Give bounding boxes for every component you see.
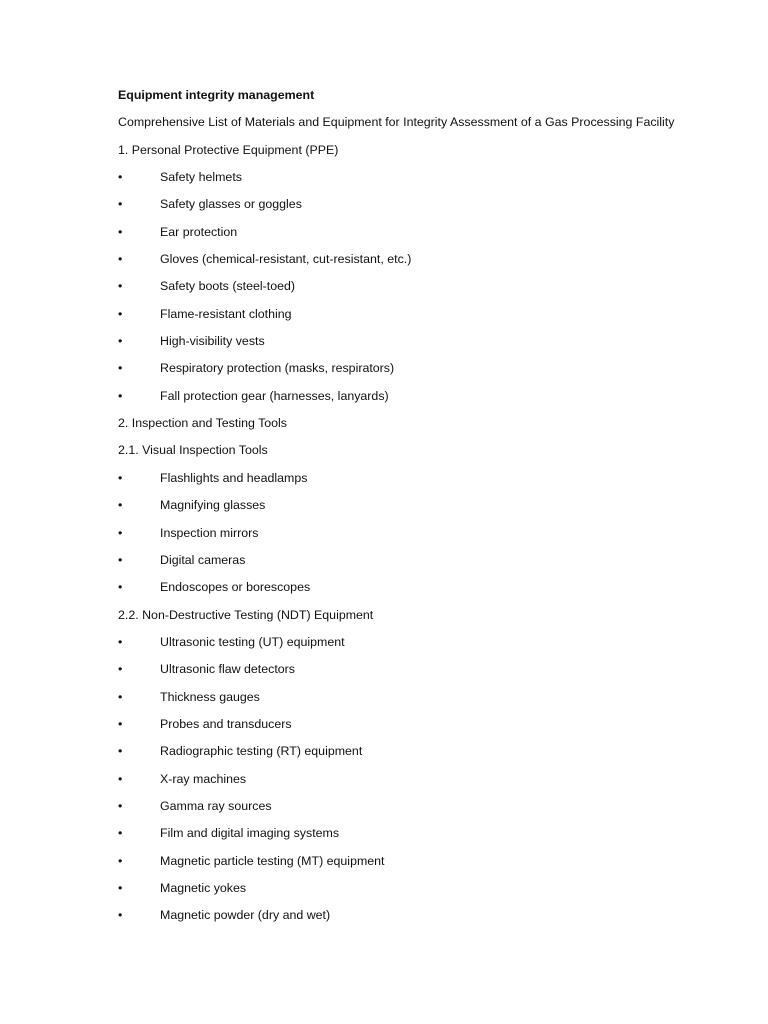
list-item bbox=[118, 796, 738, 823]
list-item-text: Respiratory protection (masks, respirators) bbox=[160, 361, 395, 376]
list-item bbox=[118, 550, 738, 577]
bullet-icon: • bbox=[118, 552, 123, 567]
bullet-icon: • bbox=[118, 470, 123, 485]
bullet-icon: • bbox=[118, 388, 123, 403]
bullet-icon: • bbox=[118, 771, 123, 786]
list-item bbox=[118, 878, 738, 905]
bullet-icon: • bbox=[118, 170, 123, 185]
document-title: Equipment integrity management bbox=[118, 88, 315, 102]
bullet-icon: • bbox=[118, 224, 123, 239]
bullet-icon: • bbox=[118, 744, 123, 759]
bullet-icon: • bbox=[118, 580, 123, 595]
list-item bbox=[118, 523, 738, 550]
list-item-text: Safety glasses or goggles bbox=[160, 197, 302, 212]
list-item-text: High-visibility vests bbox=[160, 334, 265, 349]
bullet-icon: • bbox=[118, 689, 123, 704]
list-item-text: Fall protection gear (harnesses, lanyards) bbox=[160, 388, 389, 403]
list-item bbox=[118, 249, 738, 276]
bullet-icon: • bbox=[118, 252, 123, 267]
list-item bbox=[118, 495, 738, 522]
list-item bbox=[118, 386, 738, 413]
list-item-text: Ear protection bbox=[160, 224, 238, 239]
bullet-icon: • bbox=[118, 361, 123, 376]
list-item-text: Gloves (chemical-resistant, cut-resistant, etc.) bbox=[160, 252, 412, 267]
list-item-text: Flame-resistant clothing bbox=[160, 306, 292, 321]
list-item bbox=[118, 851, 738, 878]
bullet-icon: • bbox=[118, 279, 123, 294]
list-item-text: Ultrasonic testing (UT) equipment bbox=[160, 634, 345, 649]
bullet-icon: • bbox=[118, 662, 123, 677]
list-item bbox=[118, 222, 738, 249]
bullet-icon: • bbox=[118, 716, 123, 731]
list-item bbox=[118, 823, 738, 850]
list-item-text: Gamma ray sources bbox=[160, 798, 272, 813]
list-item bbox=[118, 468, 738, 495]
bullet-icon: • bbox=[118, 880, 123, 895]
list-item bbox=[118, 331, 738, 358]
section-heading-visual-inspection: 2.1. Visual Inspection Tools bbox=[118, 443, 268, 458]
list-item bbox=[118, 632, 738, 659]
list-item-text: Magnetic yokes bbox=[160, 880, 247, 895]
list-item bbox=[118, 741, 738, 768]
bullet-icon: • bbox=[118, 306, 123, 321]
bullet-icon: • bbox=[118, 826, 123, 841]
list-item-text: Safety helmets bbox=[160, 170, 242, 185]
list-item bbox=[118, 194, 738, 221]
list-item-text: Film and digital imaging systems bbox=[160, 826, 340, 841]
list-item-text: Flashlights and headlamps bbox=[160, 470, 308, 485]
list-item bbox=[118, 304, 738, 331]
list-item bbox=[118, 276, 738, 303]
section-heading-ndt: 2.2. Non-Destructive Testing (NDT) Equipment bbox=[118, 607, 374, 622]
list-item-text: Magnifying glasses bbox=[160, 498, 266, 513]
list-item-text: Digital cameras bbox=[160, 552, 246, 567]
bullet-icon: • bbox=[118, 525, 123, 540]
bullet-icon: • bbox=[118, 334, 123, 349]
list-item-text: Magnetic powder (dry and wet) bbox=[160, 908, 331, 923]
list-item bbox=[118, 358, 738, 385]
list-item-text: Thickness gauges bbox=[160, 689, 260, 704]
list-item bbox=[118, 769, 738, 796]
bullet-icon: • bbox=[118, 798, 123, 813]
bullet-icon: • bbox=[118, 908, 123, 923]
list-item bbox=[118, 167, 738, 194]
bullet-icon: • bbox=[118, 197, 123, 212]
list-item bbox=[118, 659, 738, 686]
bullet-icon: • bbox=[118, 853, 123, 868]
bullet-icon: • bbox=[118, 634, 123, 649]
bullet-icon: • bbox=[118, 498, 123, 513]
section-heading-ppe: 1. Personal Protective Equipment (PPE) bbox=[118, 142, 339, 157]
document-body bbox=[118, 85, 738, 933]
list-item-text: Radiographic testing (RT) equipment bbox=[160, 744, 363, 759]
list-item-text: Safety boots (steel-toed) bbox=[160, 279, 295, 294]
list-item bbox=[118, 714, 738, 741]
list-item-text: Endoscopes or borescopes bbox=[160, 580, 311, 595]
list-item bbox=[118, 577, 738, 604]
list-item-text: Probes and transducers bbox=[160, 716, 292, 731]
list-item-text: X-ray machines bbox=[160, 771, 247, 786]
list-item bbox=[118, 687, 738, 714]
section-heading-inspection: 2. Inspection and Testing Tools bbox=[118, 416, 287, 431]
document-subtitle: Comprehensive List of Materials and Equipment for Integrity Assessment of a Gas Processing Facility bbox=[118, 115, 675, 130]
list-item-text: Magnetic particle testing (MT) equipment bbox=[160, 853, 385, 868]
list-item bbox=[118, 905, 738, 932]
list-item-text: Ultrasonic flaw detectors bbox=[160, 662, 295, 677]
list-item-text: Inspection mirrors bbox=[160, 525, 259, 540]
